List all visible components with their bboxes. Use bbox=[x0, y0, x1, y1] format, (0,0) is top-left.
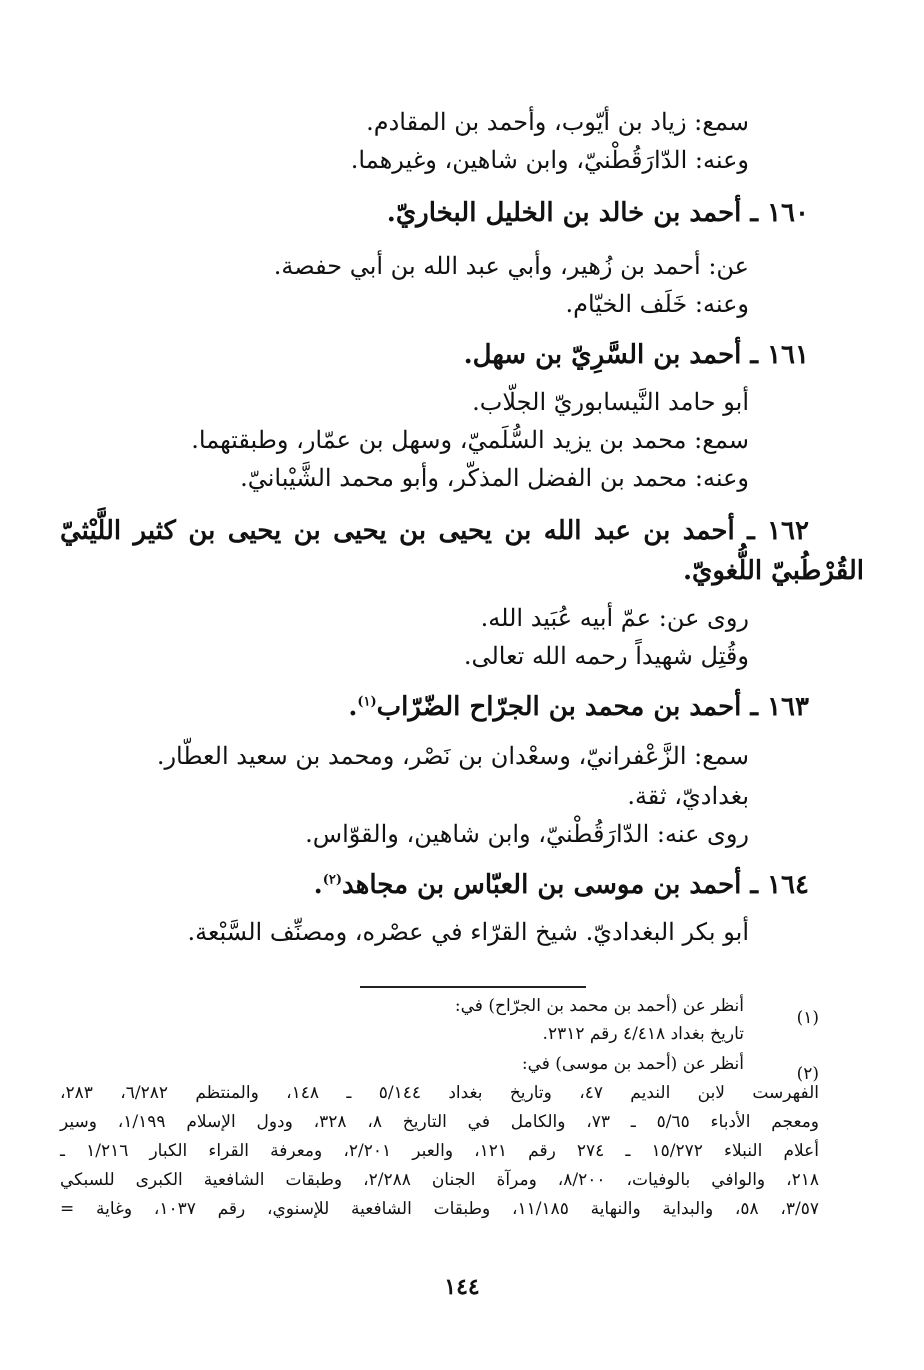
text-line: سمع: محمد بن يزيد السُّلَميّ، وسهل بن عمّار، وطبقتهما. bbox=[191, 426, 749, 454]
footnote-line: أنظر عن (أحمد بن موسى) في: bbox=[521, 1054, 744, 1074]
text-line: وقُتِل شهيداً رحمه الله تعالى. bbox=[463, 642, 749, 670]
footnote-ref: (١) bbox=[357, 694, 377, 710]
footnote-line: أنظر عن (أحمد بن محمد بن الجرّاح) في: bbox=[454, 996, 744, 1016]
entry-heading bbox=[348, 692, 809, 723]
entry-heading-text: ١٦٤ ـ أحمد بن موسى بن العبّاس بن مجاهد bbox=[342, 870, 809, 900]
text-line: عن: أحمد بن زُهير، وأبي عبد الله بن أبي حفصة. bbox=[273, 252, 749, 280]
footnote-line: أعلام النبلاء ١٥/٢٧٢ ـ ٢٧٤ رقم ١٢١، والعبر ٢/٢٠١، ومعرفة القراء الكبار ١/٢١٦ ـ bbox=[60, 1141, 819, 1161]
footnote-number: (٢) bbox=[796, 1064, 819, 1084]
entry-heading: ١٦٠ ـ أحمد بن خالد بن الخليل البخاريّ. bbox=[386, 198, 809, 228]
entry-heading: ١٦٢ ـ أحمد بن عبد الله بن يحيى بن يحيى بن يحيى بن كثير اللَّيْثيّ bbox=[60, 516, 809, 546]
text-line: روى عن: عمّ أبيه عُبَيد الله. bbox=[480, 604, 749, 632]
footnote-line: ٣/٥٧، ٥٨، والبداية والنهاية ١١/١٨٥، وطبقات الشافعية للإسنوي، رقم ١٠٣٧، وغاية = bbox=[60, 1199, 820, 1219]
footnote-line: ٢١٨، والوافي بالوفيات، ٨/٢٠٠، ومرآة الجنان ٢/٢٨٨، وطبقات الشافعية الكبرى للسبكي bbox=[60, 1170, 819, 1190]
entry-heading-end: . bbox=[348, 692, 358, 722]
text-line: سمع: زياد بن أيّوب، وأحمد بن المقادم. bbox=[366, 108, 749, 136]
footnote-separator bbox=[360, 986, 586, 988]
entry-heading-end: . bbox=[313, 870, 323, 900]
text-line: وعنه: محمد بن الفضل المذكّر، وأبو محمد الشَّيْبانيّ. bbox=[240, 464, 749, 492]
text-line: أبو حامد النَّيسابوريّ الجلّاب. bbox=[472, 388, 749, 416]
text-line: روى عنه: الدّارَقُطْنيّ، وابن شاهين، والقوّاس. bbox=[305, 820, 749, 848]
text-line: سمع: الزَّعْفرانيّ، وسعْدان بن نَصْر، ومحمد بن سعيد العطّار. bbox=[156, 742, 749, 770]
text-line: وعنه: الدّارَقُطْنيّ، وابن شاهين، وغيرهما. bbox=[350, 146, 749, 174]
footnote-number: (١) bbox=[796, 1008, 819, 1028]
text-line: بغداديّ، ثقة. bbox=[627, 782, 749, 810]
page-number: ١٤٤ bbox=[444, 1274, 480, 1300]
text-line: أبو بكر البغداديّ. شيخ القرّاء في عصْره، ومصنِّف السَّبْعة. bbox=[187, 918, 749, 946]
entry-heading: ١٦١ ـ أحمد بن السَّرِيّ بن سهل. bbox=[463, 340, 809, 370]
footnote-line: الفهرست لابن النديم ٤٧، وتاريخ بغداد ٥/١٤٤ ـ ١٤٨، والمنتظم ٦/٢٨٢، ٢٨٣، bbox=[60, 1083, 819, 1103]
book-page bbox=[60, 96, 864, 1330]
entry-heading bbox=[314, 870, 809, 901]
footnote-line: ومعجم الأدباء ٥/٦٥ ـ ٧٣، والكامل في التاريخ ٨، ٣٢٨، ودول الإسلام ١/١٩٩، وسير bbox=[60, 1112, 820, 1132]
entry-heading-text: ١٦٣ ـ أحمد بن محمد بن الجرّاح الضّرّاب bbox=[376, 692, 809, 722]
footnote-ref: (٢) bbox=[322, 872, 342, 888]
entry-heading-cont: القُرْطُبيّ اللُّغويّ. bbox=[682, 556, 864, 586]
footnote-line: تاريخ بغداد ٤/٤١٨ رقم ٢٣١٢. bbox=[542, 1024, 744, 1044]
text-line: وعنه: خَلَف الخيّام. bbox=[565, 290, 749, 318]
